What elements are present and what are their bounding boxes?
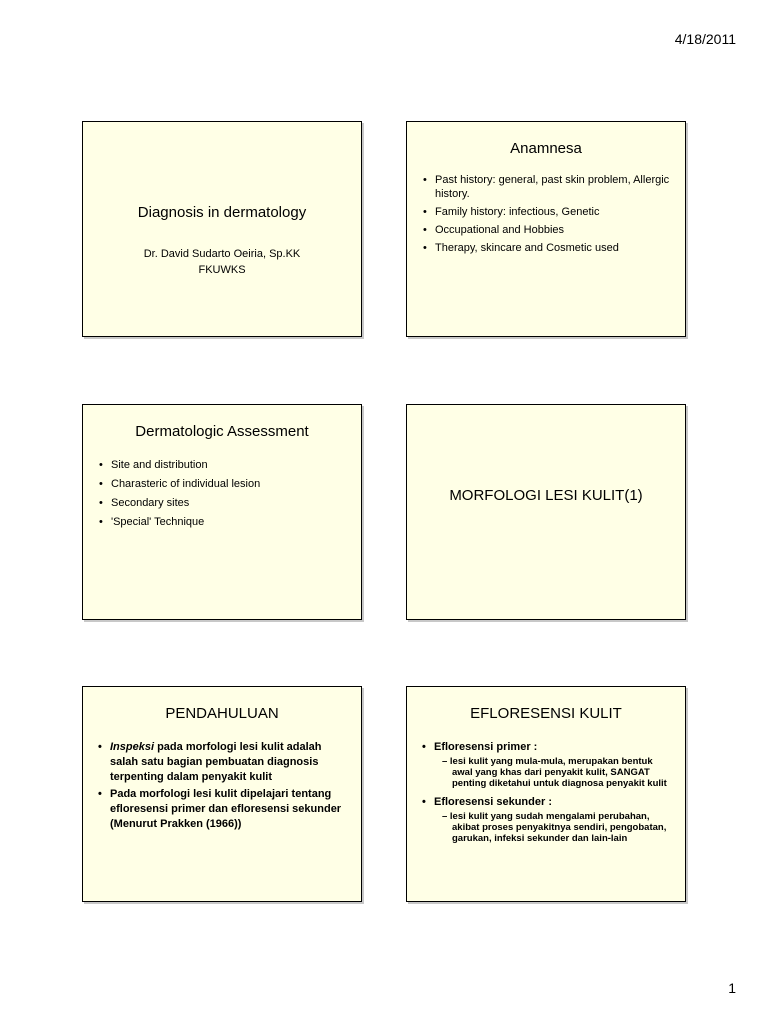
bullet-text: Efloresensi primer : <box>434 741 538 753</box>
bullet-item: • Charasteric of individual lesion <box>99 477 351 491</box>
slide-4 <box>406 404 686 620</box>
slide-1 <box>82 121 362 337</box>
bullet-list <box>423 173 675 259</box>
emphasis-text: Inspeksi <box>110 741 155 753</box>
bullet-item: • Family history: infectious, Genetic <box>423 205 675 219</box>
page-number: 1 <box>728 980 736 996</box>
bullet-item: • Pada morfologi lesi kulit dipelajari tentang efloresensi primer dan efloresensi sekunder (Menurut Prakken (1966)) <box>98 787 349 832</box>
slide-6 <box>406 686 686 902</box>
sub-bullet: – lesi kulit yang sudah mengalami perubahan, akibat proses penyakitnya sendiri, pengobatan, garukan, infeksi sekunder dan lain-lain <box>442 811 667 844</box>
slide-2 <box>406 121 686 337</box>
bullet-item: • Secondary sites <box>99 496 351 510</box>
slide-title: PENDAHULUAN <box>165 705 279 722</box>
slide-1-title-block <box>83 204 361 278</box>
slide-3 <box>82 404 362 620</box>
slide-title: Diagnosis in dermatology <box>137 204 307 221</box>
bullet-item: • Therapy, skincare and Cosmetic used <box>423 241 675 255</box>
bullet-item <box>98 740 349 785</box>
bullet-item: • Occupational and Hobbies <box>423 223 675 237</box>
bullet-item: • 'Special' Technique <box>99 515 351 529</box>
bullet-list <box>422 740 675 850</box>
bullet-item: • Site and distribution <box>99 458 351 472</box>
bullet-item: • Past history: general, past skin problem, Allergic history. <box>423 173 675 201</box>
slide-title: EFLORESENSI KULIT <box>470 705 622 722</box>
bullet-text: pada morfologi lesi kulit adalah salah satu bagian pembuatan diagnosis terpenting dalam penyakit kulit <box>110 741 322 783</box>
bullet-item <box>422 740 675 789</box>
page-date: 4/18/2011 <box>674 31 736 47</box>
bullet-text: Efloresensi sekunder : <box>434 796 552 808</box>
slide-title: Anamnesa <box>510 140 582 157</box>
slide-title: MORFOLOGI LESI KULIT(1) <box>449 487 643 504</box>
slide-title: Dermatologic Assessment <box>135 423 309 440</box>
slide-5 <box>82 686 362 902</box>
bullet-list <box>99 458 351 534</box>
bullet-list <box>98 740 349 834</box>
institution-name: FKUWKS <box>198 264 246 276</box>
bullet-item <box>422 795 675 844</box>
author-name: Dr. David Sudarto Oeiria, Sp.KK <box>143 248 301 260</box>
sub-bullet: – lesi kulit yang mula-mula, merupakan bentuk awal yang khas dari penyakit kulit, SANGAT penting diketahui untuk diagnosa penyakit kulit <box>442 756 667 789</box>
